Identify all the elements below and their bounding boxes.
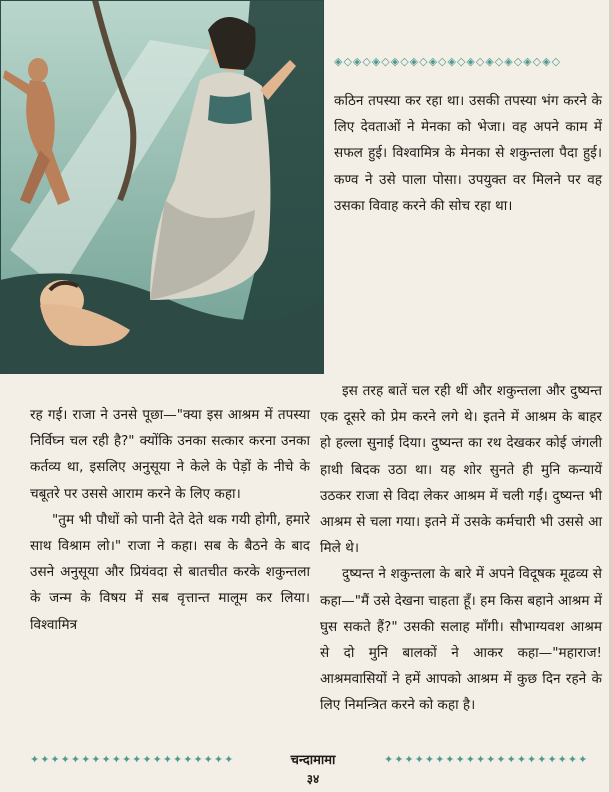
paragraph: दुष्यन्त ने शकुन्तला के बारे में अपने विदूषक मूढव्य से कहा—"मैं उसे देखना चाहता हूँ। हम किस बहाने आश्रम में घुस सकते हैं?" उसकी सलाह माँगी। सौभाग्यवश आश्रम से दो मुनि बालकों ने आकर कहा—"महाराज! आश्रमवासियों ने हमें आपको आश्रम में कुछ दिन रहने के लिए निमन्त्रित करने को कहा है। — [320, 566, 602, 714]
page-number: ३४ — [306, 772, 320, 786]
story-illustration — [0, 0, 324, 374]
decorative-border-top: ◈◇◈◇◈◇◈◇◈◇◈◇◈◇◈◇◈◇◈◇◈◇◈◇ — [334, 55, 562, 68]
painting-menaka-vishwamitra-baby-icon — [0, 0, 324, 374]
paragraph: "तुम भी पौधों को पानी देते देते थक गयी होगी, हमारे साथ विश्राम लो।" राजा ने कहा। सब के बैठने के बाद उसने अनुसूया और प्रियंवदा से बातचीत करके शकुन्तला के जन्म के विषय में सब वृत्तान्त मालूम कर लिया। विश्वामित्र — [30, 511, 310, 633]
decorative-border-bottom-left: ✦✦✦✦✦✦✦✦✦✦✦✦✦✦✦✦✦✦✦✦ — [30, 753, 235, 766]
left-column — [30, 402, 310, 638]
paragraph: कठिन तपस्या कर रहा था। उसकी तपस्या भंग करने के लिए देवताओं ने मेनका को भेजा। वह अपने काम में सफल हुई। विश्वामित्र के मेनका से शकुन्तला पैदा हुई। कण्व ने उसे पाला पोसा। उपयुक्त वर मिलने पर वह उसका विवाह करने की सोच रहा था। — [334, 93, 602, 214]
right-column-top — [334, 88, 602, 219]
decorative-border-bottom-right: ✦✦✦✦✦✦✦✦✦✦✦✦✦✦✦✦✦✦✦✦ — [384, 753, 589, 766]
paragraph: इस तरह बातें चल रही थीं और शकुन्तला और दुष्यन्त एक दूसरे को प्रेम करने लगे थे। इतने में आश्रम के बाहर हो हल्ला सुनाई दिया। दुष्यन्त का रथ देखकर कोई जंगली हाथी बिदक उठा था। यह शोर सुनते ही मुनि कन्यायें उठकर राजा से विदा लेकर आश्रम में चली गईं। दुष्यन्त भी आश्रम से चला गया। इतने में उसके कर्मचारी भी उससे आ मिले थे। — [320, 383, 602, 557]
magazine-title: चन्दामामा — [290, 753, 336, 768]
right-column-bottom — [320, 378, 602, 719]
paragraph: रह गई। राजा ने उनसे पूछा—"क्या इस आश्रम में तपस्या निर्विघ्न चल रही है?" क्योंकि उनका सत्कार करना उनका कर्तव्य था, इसलिए अनुसूया ने केले के पेड़ों के नीचे के चबूतरे पर उससे आराम करने के लिए कहा। — [30, 407, 310, 502]
